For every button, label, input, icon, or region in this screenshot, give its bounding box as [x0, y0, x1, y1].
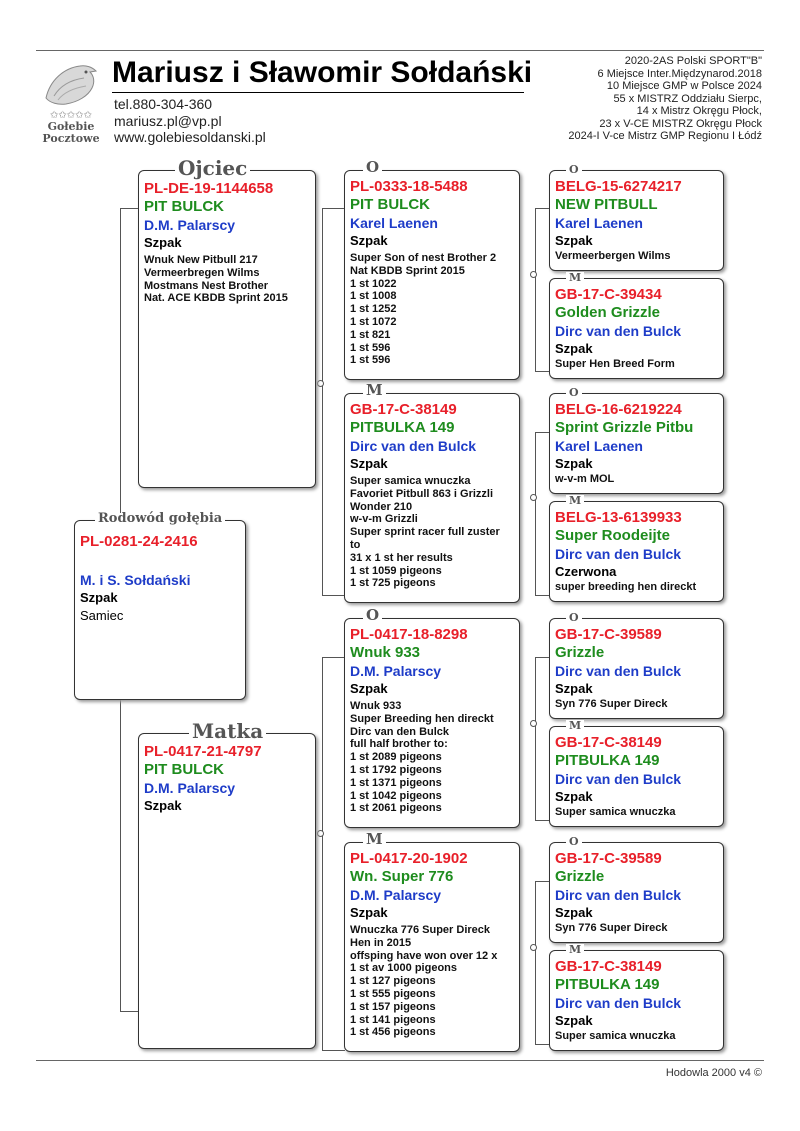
achievement-line: 23 x V-CE MISTRZ Okręgu Płock [599, 117, 762, 130]
ggp-mff-box [549, 611, 724, 719]
fmm-color: Czerwona [555, 564, 617, 579]
ff-color: Szpak [350, 233, 388, 248]
mother-ring: PL-0417-21-4797 [144, 743, 262, 760]
connector-dot [530, 944, 537, 951]
note-line: Super samica wnuczka [350, 475, 471, 487]
contact-email: mariusz.pl@vp.pl [114, 112, 222, 129]
fm-ring: GB-17-C-38149 [350, 401, 457, 418]
note-line: 1 st 555 pigeons [350, 987, 436, 1000]
top-rule [36, 50, 764, 51]
mmm-color: Szpak [555, 1013, 593, 1028]
mm-ring: PL-0417-20-1902 [350, 850, 468, 867]
mff-note: Syn 776 Super Direck [555, 698, 668, 710]
fm-owner: Dirc van den Bulck [350, 438, 477, 454]
contact-phone: tel.880-304-360 [114, 96, 213, 112]
mmf-color: Szpak [555, 905, 593, 920]
mother-box [138, 719, 316, 1049]
mff-color: Szpak [555, 681, 593, 696]
fm-notes [350, 475, 514, 590]
father-legend: Ojciec [175, 159, 250, 177]
note-line: Super Son of nest Brother 2 [350, 252, 497, 264]
connector-fm [535, 432, 550, 596]
fmm-name: Super Roodeijte [555, 527, 671, 544]
achievement-line: 55 x MISTRZ Oddziału Sierpc, [613, 92, 762, 105]
note-line: 1 st 596 [350, 341, 391, 354]
fff-color: Szpak [555, 233, 593, 248]
fmm-ring: BELG-13-6139933 [555, 509, 682, 526]
achievements [568, 55, 762, 143]
mmf-note: Syn 776 Super Direck [555, 922, 668, 934]
mmf-owner: Dirc van den Bulck [555, 887, 682, 903]
note-line: 31 x 1 st her results [350, 551, 453, 564]
fmm-legend: M [566, 495, 584, 506]
note-line: Dirc van den Bulck [350, 725, 450, 738]
fmf-note: w-v-m MOL [555, 473, 615, 485]
ggp-mmm-box [549, 943, 724, 1051]
note-line: 1 st 725 pigeons [350, 577, 436, 590]
mfm-note: Super samica wnuczka [555, 806, 676, 818]
connector-dot [530, 720, 537, 727]
note-line: 1 st 1042 pigeons [350, 789, 442, 802]
ggp-fmf-box [549, 386, 724, 494]
fm-name: PITBULKA 149 [350, 419, 455, 436]
note-line: Wnuk 933 [350, 700, 402, 712]
mfm-owner: Dirc van den Bulck [555, 771, 682, 787]
footer-credit: Hodowla 2000 v4 © [665, 1067, 762, 1079]
mmf-legend: O [566, 836, 582, 847]
note-line: 1 st 1792 pigeons [350, 763, 442, 776]
subject-box [74, 511, 246, 700]
mother-name: PIT BULCK [144, 761, 224, 778]
note-line: Nat. ACE KBDB Sprint 2015 [144, 292, 288, 305]
mm-color: Szpak [350, 905, 388, 920]
bottom-rule [36, 1060, 764, 1061]
mmm-owner: Dirc van den Bulck [555, 995, 682, 1011]
note-line: Super sprint racer full zuster [350, 526, 500, 539]
ff-ring: PL-0333-18-5488 [350, 178, 468, 195]
achievement-line: 14 x Mistrz Okręgu Płock, [636, 105, 762, 117]
ffm-ring: GB-17-C-39434 [555, 286, 662, 303]
mfm-color: Szpak [555, 789, 593, 804]
ff-legend: O [363, 162, 382, 173]
ffm-note: Super Hen Breed Form [555, 358, 675, 370]
note-line: 1 st 2089 pigeons [350, 751, 442, 764]
mf-name: Wnuk 933 [350, 644, 421, 661]
logo-text-line2: Pocztowe [42, 132, 100, 145]
ffm-color: Szpak [555, 341, 593, 356]
subject-legend: Rodowód gołębia [95, 513, 225, 524]
mm-owner: D.M. Palarscy [350, 887, 442, 903]
fmm-owner: Dirc van den Bulck [555, 546, 682, 562]
ff-name: PIT BULCK [350, 196, 430, 213]
note-line: 1 st 1008 [350, 290, 397, 303]
note-line: 1 st 127 pigeons [350, 975, 436, 988]
mf-color: Szpak [350, 681, 388, 696]
subject-ring: PL-0281-24-2416 [80, 533, 198, 550]
note-line: 1 st 1252 [350, 303, 397, 316]
mm-notes [350, 924, 514, 1039]
mfm-legend: M [566, 720, 584, 731]
mff-name: Grizzle [555, 644, 605, 661]
mmm-ring: GB-17-C-38149 [555, 958, 662, 975]
connector-father [322, 208, 345, 596]
note-line: 1 st 456 pigeons [350, 1026, 436, 1039]
mf-ring: PL-0417-18-8298 [350, 626, 468, 643]
mmm-legend: M [566, 944, 584, 955]
fff-note: Vermeerbergen Wilms [555, 250, 671, 262]
subject-owner: M. i S. Sołdański [80, 572, 191, 588]
mf-legend: O [363, 610, 382, 621]
mmm-name: PITBULKA 149 [555, 976, 660, 993]
fm-legend: M [363, 385, 386, 396]
note-line: Wonder 210 [350, 500, 413, 513]
ff-notes [350, 252, 514, 367]
note-line: 1 st 157 pigeons [350, 1000, 436, 1013]
note-line: Hen in 2015 [350, 936, 412, 949]
subject-sex: Samiec [80, 608, 124, 623]
fmf-name: Sprint Grizzle Pitbu [555, 419, 694, 436]
mmf-name: Grizzle [555, 868, 605, 885]
mf-owner: D.M. Palarscy [350, 663, 442, 679]
note-line: 1 st 596 [350, 354, 391, 367]
note-line: full half brother to: [350, 738, 448, 751]
ggp-fff-box [549, 163, 724, 271]
note-line: 1 st 141 pigeons [350, 1013, 436, 1026]
note-line: 1 st av 1000 pigeons [350, 962, 457, 975]
mother-owner: D.M. Palarscy [144, 780, 236, 796]
note-line: 1 st 1059 pigeons [350, 564, 442, 577]
mother-color: Szpak [144, 798, 182, 813]
fff-legend: O [566, 164, 582, 175]
ggp-ffm-box [549, 271, 724, 379]
connector-ff [535, 208, 550, 372]
fmf-legend: O [566, 387, 582, 398]
pigeon-logo-icon [40, 58, 102, 114]
note-line: 1 st 1072 [350, 315, 397, 328]
achievement-line: 2024-I V-ce Mistrz GMP Regionu I Łódź [568, 130, 762, 142]
mff-legend: O [566, 612, 582, 623]
logo-text-line1: Gołebie [47, 120, 95, 133]
fmf-ring: BELG-16-6219224 [555, 401, 682, 418]
mmm-note: Super samica wnuczka [555, 1030, 676, 1042]
connector-mother [322, 657, 345, 1051]
subject-color: Szpak [80, 590, 118, 605]
note-line: 1 st 1371 pigeons [350, 776, 442, 789]
note-line: to [350, 538, 361, 551]
father-name: PIT BULCK [144, 198, 224, 215]
connector-mm [535, 881, 550, 1045]
connector-dot [530, 494, 537, 501]
father-ring: PL-DE-19-1144658 [144, 180, 274, 197]
paternal-grandfather-box [344, 158, 520, 380]
note-line: offsping have won over 12 x [350, 949, 498, 962]
fm-color: Szpak [350, 456, 388, 471]
ggp-mmf-box [549, 835, 724, 943]
maternal-grandmother-box [344, 830, 520, 1052]
fff-name: NEW PITBULL [555, 196, 658, 213]
mmf-ring: GB-17-C-39589 [555, 850, 662, 867]
mother-legend: Matka [189, 722, 266, 740]
fff-ring: BELG-15-6274217 [555, 178, 682, 195]
ggp-fmm-box [549, 494, 724, 602]
note-line: Wnuk New Pitbull 217 [144, 254, 258, 266]
father-notes [144, 254, 310, 305]
father-box [138, 156, 316, 488]
note-line: 1 st 821 [350, 328, 391, 341]
achievement-line: 2020-2AS Polski SPORT"B" [624, 55, 762, 67]
father-owner: D.M. Palarscy [144, 217, 236, 233]
paternal-grandmother-box [344, 381, 520, 603]
ffm-owner: Dirc van den Bulck [555, 323, 682, 339]
note-line: Favoriet Pitbull 863 i Grizzli [350, 487, 494, 500]
note-line: 1 st 2061 pigeons [350, 802, 442, 815]
connector-dot [317, 830, 324, 837]
maternal-grandfather-box [344, 606, 520, 828]
note-line: Mostmans Nest Brother [144, 279, 269, 292]
mfm-ring: GB-17-C-38149 [555, 734, 662, 751]
connector-dot [317, 380, 324, 387]
fmf-color: Szpak [555, 456, 593, 471]
mfm-name: PITBULKA 149 [555, 752, 660, 769]
ffm-legend: M [566, 272, 584, 283]
achievement-line: 6 Miejsce Inter.Międzynarod.2018 [597, 67, 762, 80]
ffm-name: Golden Grizzle [555, 304, 661, 321]
connector-mf [535, 657, 550, 821]
mff-owner: Dirc van den Bulck [555, 663, 682, 679]
ff-owner: Karel Laenen [350, 215, 438, 231]
note-line: Nat KBDB Sprint 2015 [350, 264, 465, 277]
ggp-mfm-box [549, 719, 724, 827]
father-color: Szpak [144, 235, 182, 250]
note-line: Super Breeding hen direckt [350, 712, 494, 725]
note-line: 1 st 1022 [350, 277, 397, 290]
mff-ring: GB-17-C-39589 [555, 626, 662, 643]
mm-legend: M [363, 834, 386, 845]
mm-name: Wn. Super 776 [350, 868, 454, 885]
logo [36, 58, 106, 148]
fff-owner: Karel Laenen [555, 215, 643, 231]
breeder-title: Mariusz i Sławomir Sołdański [112, 55, 524, 93]
achievement-line: 10 Miejsce GMP w Polsce 2024 [606, 80, 762, 92]
contact-block [114, 96, 266, 146]
note-line: w-v-m Grizzli [350, 513, 418, 526]
note-line: Vermeerbregen Wilms [144, 266, 260, 279]
logo-stars: ✩✩✩✩✩ [50, 110, 92, 121]
connector-dot [530, 271, 537, 278]
note-line: Wnuczka 776 Super Direck [350, 924, 491, 936]
mf-notes [350, 700, 514, 815]
contact-website: www.golebiesoldanski.pl [114, 129, 266, 145]
fmm-note: super breeding hen direckt [555, 581, 697, 593]
fmf-owner: Karel Laenen [555, 438, 643, 454]
